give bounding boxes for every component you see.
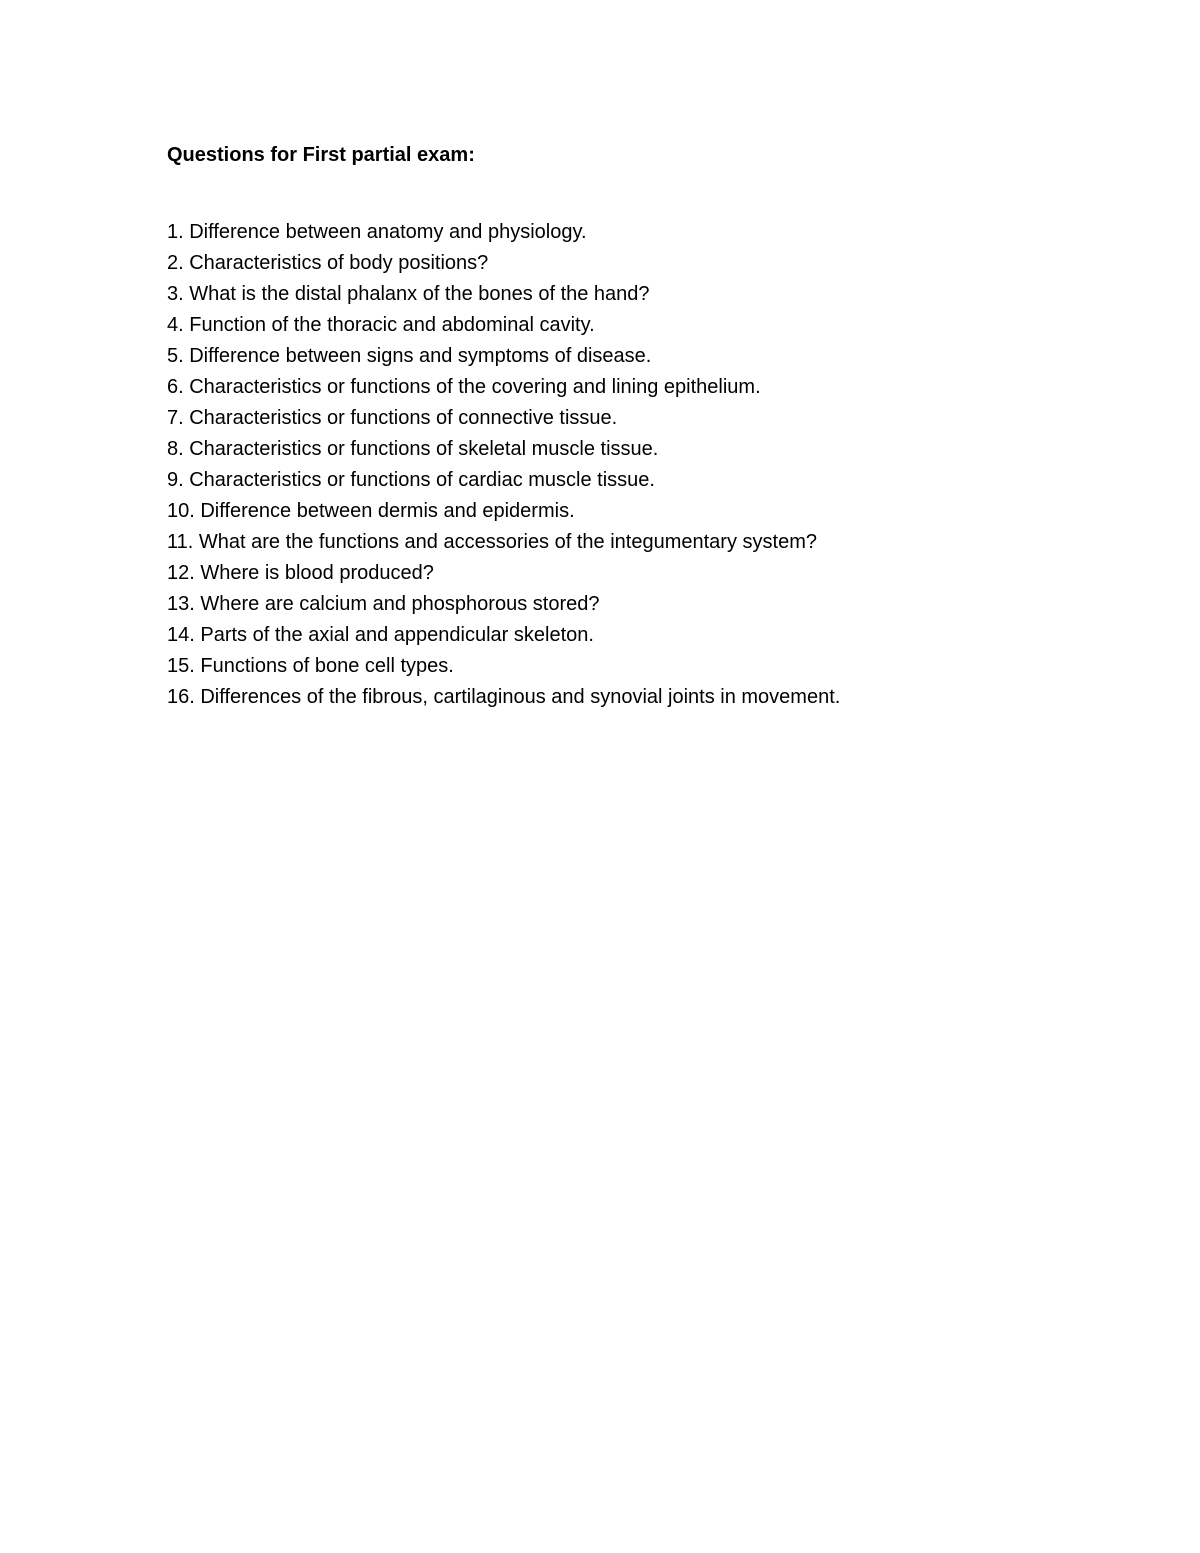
question-item: 1. Difference between anatomy and physiology.	[167, 221, 587, 243]
question-item: 3. What is the distal phalanx of the bones of the hand?	[167, 283, 650, 305]
question-item: 2. Characteristics of body positions?	[167, 252, 489, 274]
question-item: 11. What are the functions and accessories of the integumentary system?	[167, 531, 817, 553]
question-item: 15. Functions of bone cell types.	[167, 655, 454, 677]
question-item: 14. Parts of the axial and appendicular skeleton.	[167, 624, 594, 646]
document-title: Questions for First partial exam:	[167, 144, 475, 166]
question-item: 4. Function of the thoracic and abdominal cavity.	[167, 314, 595, 336]
question-item: 5. Difference between signs and symptoms of disease.	[167, 345, 652, 367]
question-item: 12. Where is blood produced?	[167, 562, 434, 584]
question-item: 6. Characteristics or functions of the covering and lining epithelium.	[167, 376, 761, 398]
question-list	[167, 217, 840, 713]
question-item: 10. Difference between dermis and epidermis.	[167, 500, 575, 522]
question-item: 9. Characteristics or functions of cardiac muscle tissue.	[167, 469, 655, 491]
question-item: 7. Characteristics or functions of connective tissue.	[167, 407, 618, 429]
question-item: 16. Differences of the fibrous, cartilaginous and synovial joints in movement.	[167, 686, 841, 708]
question-item: 8. Characteristics or functions of skeletal muscle tissue.	[167, 438, 659, 460]
question-item: 13. Where are calcium and phosphorous stored?	[167, 593, 600, 615]
